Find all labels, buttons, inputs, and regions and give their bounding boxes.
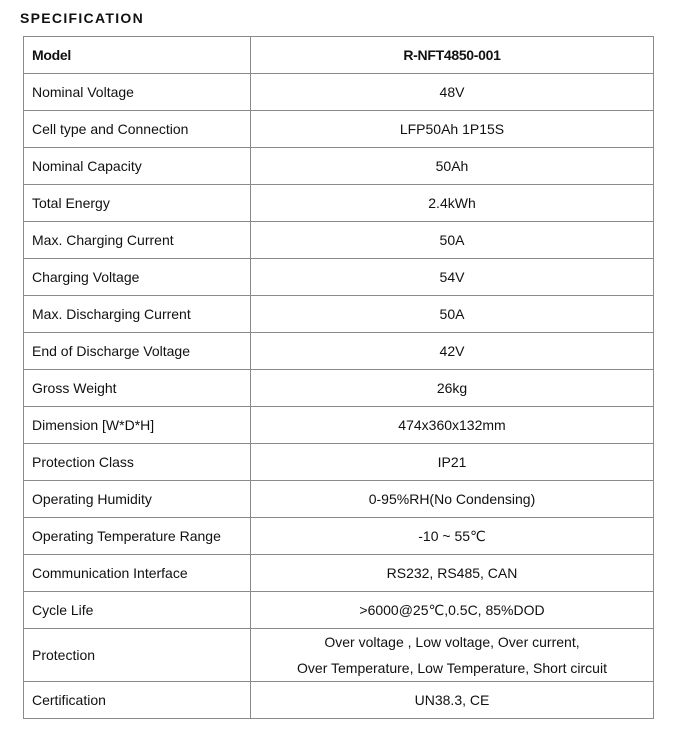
spec-label: Max. Charging Current [24,222,251,259]
table-row [24,481,654,518]
table-row [24,555,654,592]
spec-label: Cell type and Connection [24,111,251,148]
table-row [24,185,654,222]
spec-value: RS232, RS485, CAN [251,555,654,592]
spec-label: End of Discharge Voltage [24,333,251,370]
table-row [24,222,654,259]
spec-value: 50A [251,222,654,259]
protection-value [251,629,654,682]
spec-value: 26kg [251,370,654,407]
spec-label: Nominal Capacity [24,148,251,185]
spec-label: Operating Humidity [24,481,251,518]
certification-value: UN38.3, CE [251,682,654,719]
spec-label: Cycle Life [24,592,251,629]
model-label: Model [24,37,251,74]
spec-label: Total Energy [24,185,251,222]
spec-value: >6000@25℃,0.5C, 85%DOD [251,592,654,629]
spec-value: -10 ~ 55℃ [251,518,654,555]
table-row [24,333,654,370]
model-value: R-NFT4850-001 [251,37,654,74]
specification-table [23,36,654,719]
spec-value: 50Ah [251,148,654,185]
table-row [24,370,654,407]
spec-label: Operating Temperature Range [24,518,251,555]
spec-value: LFP50Ah 1P15S [251,111,654,148]
table-row [24,518,654,555]
table-header-row [24,37,654,74]
spec-value: 48V [251,74,654,111]
spec-label: Gross Weight [24,370,251,407]
page-title: SPECIFICATION [20,10,144,26]
table-row [24,111,654,148]
spec-label: Charging Voltage [24,259,251,296]
spec-value: 474x360x132mm [251,407,654,444]
spec-label: Communication Interface [24,555,251,592]
table-row [24,74,654,111]
table-row [24,444,654,481]
spec-label: Dimension [W*D*H] [24,407,251,444]
table-row [24,259,654,296]
spec-value: 50A [251,296,654,333]
table-row [24,148,654,185]
spec-value: IP21 [251,444,654,481]
protection-line-2: Over Temperature, Low Temperature, Short circuit [297,660,607,676]
spec-value: 54V [251,259,654,296]
spec-label: Protection Class [24,444,251,481]
spec-value: 2.4kWh [251,185,654,222]
protection-line-1: Over voltage , Low voltage, Over current, [324,634,580,650]
spec-value: 0-95%RH(No Condensing) [251,481,654,518]
table-row [24,296,654,333]
table-row [24,592,654,629]
table-row [24,407,654,444]
protection-row [24,629,654,682]
spec-label: Nominal Voltage [24,74,251,111]
spec-label: Max. Discharging Current [24,296,251,333]
certification-row [24,682,654,719]
protection-label: Protection [24,629,251,682]
certification-label: Certification [24,682,251,719]
spec-value: 42V [251,333,654,370]
